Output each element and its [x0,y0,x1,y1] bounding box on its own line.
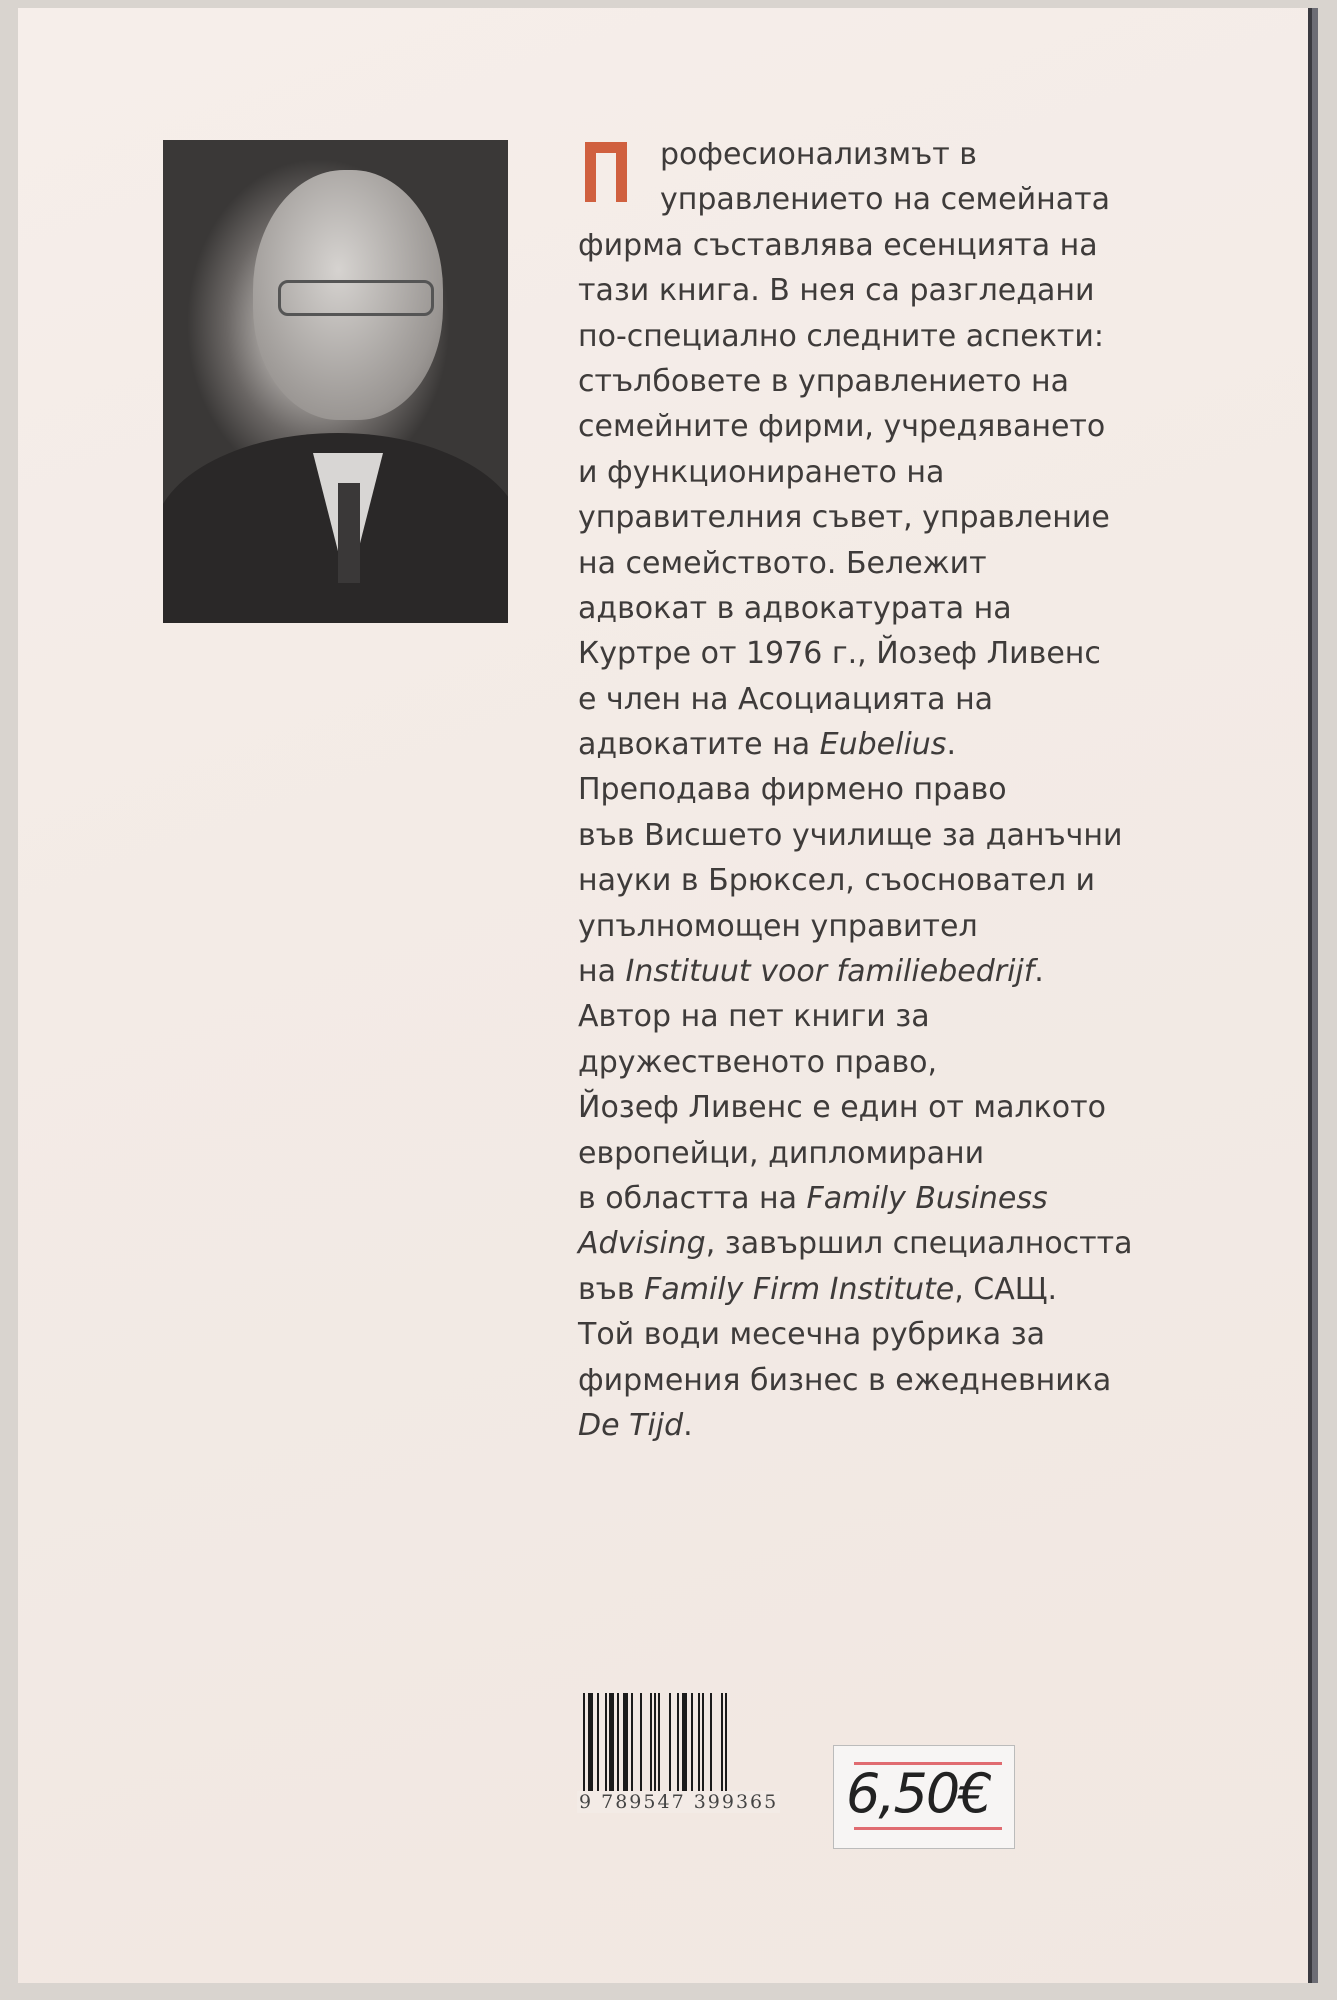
bio-line [578,1403,1138,1448]
bio-text: е член на Асоциацията на [578,681,994,717]
bio-text: упълномощен управител [578,908,978,944]
bio-line [578,223,1138,268]
bio-text: управлението на семейната [660,182,1110,218]
bio-text: стълбовете в управлението на [578,363,1070,399]
bio-text: , САЩ. [954,1271,1058,1307]
barcode-bar [642,1693,650,1793]
bio-text: във [578,1271,645,1307]
author-glasses [278,280,434,316]
bio-text: адвокат в адвокатурата на [578,590,1012,626]
barcode-bars [583,1693,803,1793]
bio-line [578,404,1138,449]
bio-line [578,904,1138,949]
bio-line [578,359,1138,404]
barcode-bar [660,1693,669,1793]
bio-line [578,1176,1138,1221]
bio-text: по-специално следните аспекти: [578,318,1104,354]
bio-italic-text: Family Firm Institute [644,1271,955,1307]
barcode-bar [725,1693,727,1793]
bio-line [578,631,1138,676]
bio-line [578,1358,1138,1403]
bio-line [578,132,1138,177]
bio-line [578,1131,1138,1176]
price-label: 6,50€ [846,1762,991,1825]
bio-line [578,1085,1138,1130]
bio-italic-text: De Tijd [578,1407,684,1443]
bio-text: . [683,1407,693,1443]
bio-line [578,722,1138,767]
author-photo [163,140,508,623]
bio-text: дружественото право, [578,1044,938,1080]
bio-line [578,177,1138,222]
bio-line [578,1221,1138,1266]
bio-text: , завършил специалността [705,1226,1133,1262]
isbn-barcode [579,1693,803,1821]
bio-italic-text: Advising [578,1226,706,1262]
author-tie [338,483,360,583]
bio-line [578,1040,1138,1085]
bio-line [578,586,1138,631]
bio-text: в областта на [578,1180,807,1216]
sticker-line-bottom [854,1827,1002,1830]
barcode-bar [712,1693,721,1793]
isbn-number: 9 789547 399365 [579,1791,779,1813]
author-bio-text [578,132,1138,1448]
bio-text: Йозеф Ливенс е един от малкото [578,1090,1106,1126]
bio-line [578,813,1138,858]
bio-text: тази книга. В нея са разгледани [578,273,1095,309]
bio-text: . [946,727,956,763]
bio-text: управителния съвет, управление [578,500,1110,536]
bio-text: рофесионализмът в [660,137,977,172]
bio-line [578,767,1138,812]
bio-line [578,677,1138,722]
bio-italic-text: Eubelius [819,727,947,763]
bio-text: на [578,954,626,990]
bio-line [578,541,1138,586]
bio-line [578,1312,1138,1357]
bio-text: . [1034,954,1044,990]
bio-line [578,314,1138,359]
bio-text: европейци, дипломирани [578,1135,985,1171]
bio-text: семейните фирми, учредяването [578,409,1106,445]
bio-text: адвокатите на [578,727,820,763]
bio-text: Автор на пет книги за [578,999,930,1035]
bio-text: фирмения бизнес в ежедневника [578,1362,1112,1398]
bio-line [578,858,1138,903]
bio-line [578,268,1138,313]
bio-text: Преподава фирмено право [578,772,1007,808]
bio-text: и функционирането на [578,454,945,490]
price-sticker [833,1745,1015,1849]
bio-italic-text: Family Business [806,1180,1048,1216]
bio-line [578,994,1138,1039]
bio-line [578,1267,1138,1312]
bio-line [578,450,1138,495]
bio-text: Куртре от 1976 г., Йозеф Ливенс [578,636,1101,672]
bio-text: фирма съставлява есенцията на [578,227,1098,263]
barcode-bar [633,1693,640,1793]
bio-text: на семейството. Бележит [578,545,987,581]
bio-text: във Висшето училище за данъчни [578,817,1123,853]
bio-line [578,495,1138,540]
bio-text: науки в Брюксел, съосновател и [578,863,1096,899]
bio-text: Той води месечна рубрика за [578,1317,1046,1353]
bio-line [578,949,1138,994]
bio-italic-text: Instituut voor familiebedrijf [625,954,1035,990]
